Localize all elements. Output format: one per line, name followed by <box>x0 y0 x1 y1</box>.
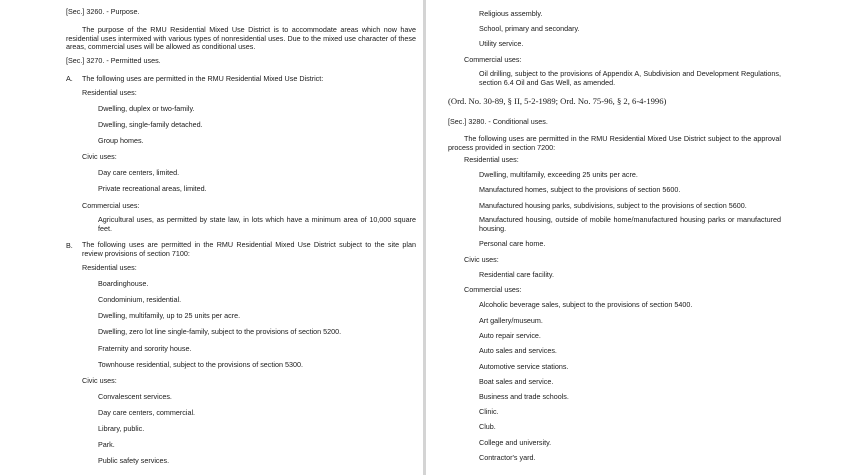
list-item: Art gallery/museum. <box>479 316 543 325</box>
item-b-marker: B. <box>66 241 73 250</box>
list-item: Day care centers, limited. <box>98 168 180 177</box>
list-item: Private recreational areas, limited. <box>98 184 207 193</box>
list-item: Clinic. <box>479 407 499 416</box>
list-item: Public safety services. <box>98 456 170 465</box>
residential-long-item: Manufactured housing, outside of mobile home/manufactured housing parks or manufactured housing. <box>479 215 781 233</box>
list-item: Day care centers, commercial. <box>98 408 196 417</box>
list-item: Business and trade schools. <box>479 392 569 401</box>
list-item: Dwelling, zero lot line single-family, subject to the provisions of section 5200. <box>98 327 342 336</box>
list-item: Manufactured homes, subject to the provisions of section 5600. <box>479 185 681 194</box>
a-commercial-label: Commercial uses: <box>82 201 140 210</box>
left-page <box>0 0 423 475</box>
list-item: Club. <box>479 422 496 431</box>
list-item: Contractor's yard. <box>479 453 536 462</box>
list-item: Boat sales and service. <box>479 377 554 386</box>
ordinance-note: (Ord. No. 30-89, § II, 5-2-1989; Ord. No. 75-96, § 2, 6-4-1996) <box>448 96 667 106</box>
sec-3260-paragraph: The purpose of the RMU Residential Mixed Use District is to accommodate areas which now have residential uses intermixed with various types of nonresidential uses. Due to the mixed use character of these areas, commercial uses will be allowed as conditional uses. <box>66 25 416 52</box>
list-item: Dwelling, duplex or two-family. <box>98 104 195 113</box>
right-page <box>426 0 849 475</box>
item-b-paragraph: The following uses are permitted in the RMU Residential Mixed Use District subject to the site plan review provisions of section 7100: <box>82 240 416 258</box>
list-item: Library, public. <box>98 424 145 433</box>
list-item: Utility service. <box>479 39 524 48</box>
list-item: Manufactured housing parks, subdivisions, subject to the provisions of section 5600. <box>479 201 747 210</box>
commercial-label: Commercial uses: <box>464 285 522 294</box>
list-item: Personal care home. <box>479 239 546 248</box>
sec-3270-heading: [Sec.] 3270. - Permitted uses. <box>66 56 161 65</box>
list-item: Condominium, residential. <box>98 295 182 304</box>
sec-3280-paragraph: The following uses are permitted in the RMU Residential Mixed Use District subject to the approval process provided in section 7200: <box>448 134 781 152</box>
a-civic-label: Civic uses: <box>82 152 117 161</box>
list-item: Boardinghouse. <box>98 279 149 288</box>
list-item: Dwelling, multifamily, up to 25 units per acre. <box>98 311 241 320</box>
list-item: Group homes. <box>98 136 144 145</box>
list-item: Dwelling, multifamily, exceeding 25 units per acre. <box>479 170 638 179</box>
civic-label: Civic uses: <box>464 255 499 264</box>
list-item: Convalescent services. <box>98 392 172 401</box>
sec-3280-heading: [Sec.] 3280. - Conditional uses. <box>448 117 548 126</box>
list-item: Automotive service stations. <box>479 362 569 371</box>
list-item: Alcoholic beverage sales, subject to the provisions of section 5400. <box>479 300 693 309</box>
item-a-text: The following uses are permitted in the RMU Residential Mixed Use District: <box>82 74 324 83</box>
top-commercial-label: Commercial uses: <box>464 55 522 64</box>
residential-label: Residential uses: <box>464 155 519 164</box>
list-item: Townhouse residential, subject to the provisions of section 5300. <box>98 360 303 369</box>
item-a-marker: A. <box>66 74 73 83</box>
list-item: Residential care facility. <box>479 270 554 279</box>
list-item: Religious assembly. <box>479 9 543 18</box>
list-item: College and university. <box>479 438 552 447</box>
list-item: Auto sales and services. <box>479 346 557 355</box>
a-commercial-paragraph: Agricultural uses, as permitted by state law, in lots which have a minimum area of 10,000 square feet. <box>98 215 416 233</box>
list-item: Park. <box>98 440 115 449</box>
top-commercial-paragraph: Oil drilling, subject to the provisions of Appendix A, Subdivision and Development Regulations, section 6.4 Oil and Gas Well, as amended. <box>479 69 781 87</box>
list-item: Auto repair service. <box>479 331 541 340</box>
sec-3260-heading: [Sec.] 3260. - Purpose. <box>66 7 140 16</box>
b-civic-label: Civic uses: <box>82 376 117 385</box>
list-item: Dwelling, single-family detached. <box>98 120 203 129</box>
b-residential-label: Residential uses: <box>82 263 137 272</box>
a-residential-label: Residential uses: <box>82 88 137 97</box>
list-item: Fraternity and sorority house. <box>98 344 192 353</box>
list-item: School, primary and secondary. <box>479 24 580 33</box>
